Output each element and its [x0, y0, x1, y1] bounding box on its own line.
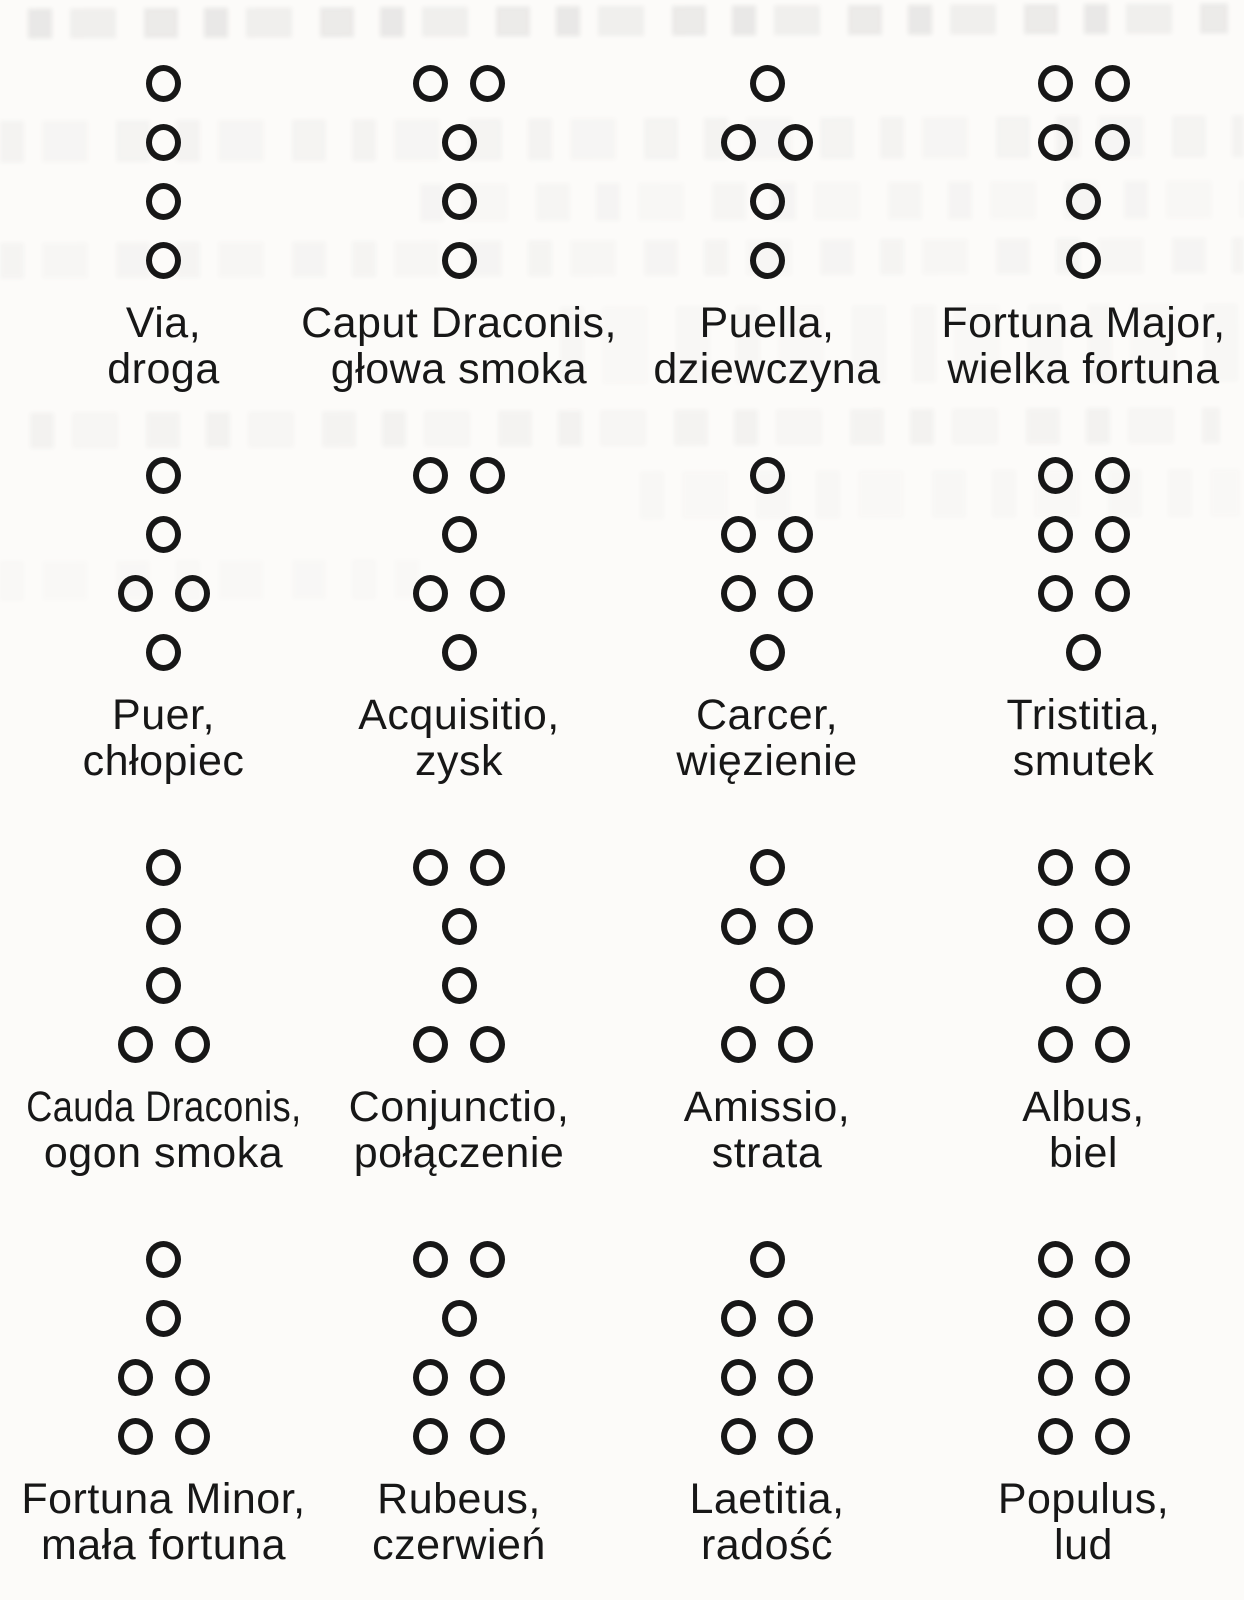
- circle-dot-icon: [146, 183, 181, 220]
- circle-dot-icon: [750, 183, 785, 220]
- dot-row: [442, 634, 477, 671]
- figure-caption: [1007, 692, 1161, 784]
- circle-dot-icon: [442, 183, 477, 220]
- figure-cell: [20, 849, 307, 1241]
- dot-row: [721, 1026, 813, 1063]
- dot-row: [750, 849, 785, 886]
- circle-dot-icon: [175, 1359, 210, 1396]
- dot-row: [721, 1418, 813, 1455]
- dot-row: [146, 242, 181, 279]
- circle-dot-icon: [750, 1241, 785, 1278]
- geomantic-figure: [721, 457, 813, 671]
- geomantic-figure: [413, 457, 505, 671]
- polish-name: więzienie: [676, 737, 858, 785]
- circle-dot-icon: [442, 242, 477, 279]
- dot-row: [442, 183, 477, 220]
- figure-caption: [676, 692, 857, 784]
- dot-row: [721, 1300, 813, 1337]
- circle-dot-icon: [146, 457, 181, 494]
- latin-name: Amissio,: [683, 1083, 851, 1131]
- dot-row: [1038, 457, 1130, 494]
- circle-dot-icon: [721, 908, 756, 945]
- circle-dot-icon: [750, 457, 785, 494]
- circle-dot-icon: [721, 1300, 756, 1337]
- figure-caption: [107, 300, 219, 392]
- circle-dot-icon: [778, 1300, 813, 1337]
- figure-cell: [923, 457, 1244, 849]
- dot-row: [721, 124, 813, 161]
- circle-dot-icon: [721, 575, 756, 612]
- latin-name: Acquisitio,: [358, 691, 560, 739]
- figure-cell: [923, 1241, 1244, 1600]
- dot-row: [721, 516, 813, 553]
- figure-cell: [923, 65, 1244, 457]
- dot-row: [118, 1026, 210, 1063]
- polish-name: smutek: [1012, 737, 1155, 785]
- dot-row: [1066, 634, 1101, 671]
- dot-row: [1066, 183, 1101, 220]
- circle-dot-icon: [146, 1300, 181, 1337]
- figure-caption: [358, 692, 559, 784]
- circle-dot-icon: [442, 967, 477, 1004]
- geomantic-figure: [413, 65, 505, 279]
- geomantic-figure: [721, 1241, 813, 1455]
- circle-dot-icon: [146, 634, 181, 671]
- geomantic-figure: [146, 65, 181, 279]
- circle-dot-icon: [778, 1359, 813, 1396]
- polish-name: mała fortuna: [40, 1521, 286, 1569]
- dot-row: [146, 457, 181, 494]
- figure-caption: [1022, 1084, 1145, 1176]
- figure-cell: [611, 1241, 923, 1600]
- circle-dot-icon: [1066, 242, 1101, 279]
- circle-dot-icon: [175, 575, 210, 612]
- dot-row: [442, 1300, 477, 1337]
- geomantic-figure: [118, 457, 210, 671]
- dot-row: [1038, 1418, 1130, 1455]
- latin-name: Puer,: [112, 691, 215, 739]
- circle-dot-icon: [750, 634, 785, 671]
- figure-cell: [301, 65, 617, 457]
- dot-row: [1038, 1026, 1130, 1063]
- circle-dot-icon: [470, 1241, 505, 1278]
- circle-dot-icon: [413, 1241, 448, 1278]
- circle-dot-icon: [1038, 124, 1073, 161]
- circle-dot-icon: [1095, 457, 1130, 494]
- circle-dot-icon: [470, 457, 505, 494]
- dot-row: [1038, 575, 1130, 612]
- circle-dot-icon: [442, 634, 477, 671]
- latin-name: Rubeus,: [377, 1475, 541, 1523]
- circle-dot-icon: [413, 1026, 448, 1063]
- dot-row: [146, 1241, 181, 1278]
- circle-dot-icon: [442, 1300, 477, 1337]
- circle-dot-icon: [1095, 849, 1130, 886]
- circle-dot-icon: [1066, 634, 1101, 671]
- circle-dot-icon: [1038, 1241, 1073, 1278]
- dot-row: [146, 849, 181, 886]
- dot-row: [413, 65, 505, 102]
- dot-row: [146, 908, 181, 945]
- circle-dot-icon: [146, 967, 181, 1004]
- dot-row: [146, 516, 181, 553]
- circle-dot-icon: [146, 65, 181, 102]
- circle-dot-icon: [778, 908, 813, 945]
- geomantic-figure: [1038, 457, 1130, 671]
- circle-dot-icon: [413, 1359, 448, 1396]
- geomantic-figure: [118, 1241, 210, 1455]
- circle-dot-icon: [413, 65, 448, 102]
- figure-caption: [941, 300, 1225, 392]
- circle-dot-icon: [721, 516, 756, 553]
- polish-name: czerwień: [372, 1521, 546, 1569]
- circle-dot-icon: [721, 124, 756, 161]
- figure-cell: [20, 65, 307, 457]
- circle-dot-icon: [146, 908, 181, 945]
- circle-dot-icon: [1095, 1418, 1130, 1455]
- circle-dot-icon: [413, 1418, 448, 1455]
- dot-row: [442, 908, 477, 945]
- dot-row: [750, 1241, 785, 1278]
- latin-name: Tristitia,: [1006, 691, 1161, 739]
- circle-dot-icon: [146, 242, 181, 279]
- dot-row: [1066, 967, 1101, 1004]
- dot-row: [118, 575, 210, 612]
- dot-row: [721, 1359, 813, 1396]
- geomantic-figure: [1038, 1241, 1130, 1455]
- dot-row: [750, 183, 785, 220]
- latin-name: Populus,: [997, 1475, 1170, 1523]
- figure-cell: [611, 457, 923, 849]
- dot-row: [413, 1359, 505, 1396]
- figure-caption: [998, 1476, 1169, 1568]
- figure-cell: [923, 849, 1244, 1241]
- circle-dot-icon: [118, 1418, 153, 1455]
- circle-dot-icon: [146, 516, 181, 553]
- polish-name: droga: [107, 345, 220, 393]
- dot-row: [1066, 242, 1101, 279]
- dot-row: [442, 242, 477, 279]
- figure-cell: [307, 849, 611, 1241]
- circle-dot-icon: [413, 457, 448, 494]
- circle-dot-icon: [118, 1026, 153, 1063]
- figure-caption: [349, 1084, 570, 1176]
- dot-row: [1038, 849, 1130, 886]
- circle-dot-icon: [721, 1026, 756, 1063]
- circle-dot-icon: [1038, 1359, 1073, 1396]
- dot-row: [413, 1418, 505, 1455]
- circle-dot-icon: [1038, 575, 1073, 612]
- circle-dot-icon: [778, 1418, 813, 1455]
- geomantic-figure: [413, 849, 505, 1063]
- dot-row: [1038, 1359, 1130, 1396]
- circle-dot-icon: [442, 516, 477, 553]
- figure-caption: [653, 300, 880, 392]
- circle-dot-icon: [470, 1418, 505, 1455]
- geomantic-figure: [721, 65, 813, 279]
- latin-name: Laetitia,: [689, 1475, 845, 1523]
- dot-row: [146, 124, 181, 161]
- circle-dot-icon: [175, 1026, 210, 1063]
- circle-dot-icon: [721, 1418, 756, 1455]
- figure-cell: [611, 65, 923, 457]
- geomantic-figure: [118, 849, 210, 1063]
- circle-dot-icon: [778, 516, 813, 553]
- dot-row: [750, 65, 785, 102]
- circle-dot-icon: [470, 1026, 505, 1063]
- latin-name: Via,: [125, 299, 202, 347]
- circle-dot-icon: [118, 575, 153, 612]
- circle-dot-icon: [778, 575, 813, 612]
- circle-dot-icon: [1095, 1300, 1130, 1337]
- circle-dot-icon: [1038, 1026, 1073, 1063]
- polish-name: radość: [700, 1521, 834, 1569]
- latin-name: Albus,: [1022, 1083, 1145, 1131]
- figure-cell: [611, 849, 923, 1241]
- polish-name: głowa smoka: [330, 345, 588, 393]
- circle-dot-icon: [118, 1359, 153, 1396]
- figure-caption: [21, 1476, 305, 1568]
- dot-row: [1038, 65, 1130, 102]
- circle-dot-icon: [750, 65, 785, 102]
- polish-name: biel: [1049, 1129, 1118, 1177]
- dot-row: [1038, 1300, 1130, 1337]
- circle-dot-icon: [146, 1241, 181, 1278]
- latin-name: Fortuna Minor,: [21, 1475, 306, 1523]
- polish-name: ogon smoka: [43, 1129, 284, 1177]
- latin-name: Cauda Draconis,: [25, 1083, 302, 1131]
- circle-dot-icon: [470, 1359, 505, 1396]
- latin-name: Carcer,: [695, 691, 839, 739]
- dot-row: [721, 908, 813, 945]
- dot-row: [442, 124, 477, 161]
- circle-dot-icon: [413, 849, 448, 886]
- circle-dot-icon: [470, 849, 505, 886]
- polish-name: dziewczyna: [653, 345, 881, 393]
- circle-dot-icon: [1095, 1241, 1130, 1278]
- circle-dot-icon: [750, 849, 785, 886]
- dot-row: [750, 457, 785, 494]
- latin-name: Conjunctio,: [348, 1083, 570, 1131]
- dot-row: [118, 1359, 210, 1396]
- circle-dot-icon: [442, 124, 477, 161]
- geomantic-figure: [413, 1241, 505, 1455]
- dot-row: [750, 242, 785, 279]
- circle-dot-icon: [1038, 516, 1073, 553]
- polish-name: zysk: [414, 737, 503, 785]
- dot-row: [1038, 908, 1130, 945]
- dot-row: [146, 183, 181, 220]
- figure-caption: [301, 300, 617, 392]
- figure-cell: [307, 457, 611, 849]
- circle-dot-icon: [1095, 1026, 1130, 1063]
- dot-row: [146, 1300, 181, 1337]
- circle-dot-icon: [1038, 1418, 1073, 1455]
- dot-row: [146, 967, 181, 1004]
- circle-dot-icon: [1066, 967, 1101, 1004]
- figure-caption: [684, 1084, 850, 1176]
- figure-cell: [20, 1241, 307, 1600]
- polish-name: strata: [711, 1129, 823, 1177]
- circle-dot-icon: [750, 967, 785, 1004]
- latin-name: Caput Draconis,: [301, 299, 617, 347]
- circle-dot-icon: [1095, 65, 1130, 102]
- polish-name: chłopiec: [82, 737, 245, 785]
- dot-row: [413, 1241, 505, 1278]
- dot-row: [118, 1418, 210, 1455]
- figure-caption: [0, 1084, 327, 1176]
- geomantic-figure: [1038, 849, 1130, 1063]
- circle-dot-icon: [1066, 183, 1101, 220]
- circle-dot-icon: [1095, 575, 1130, 612]
- circle-dot-icon: [1038, 908, 1073, 945]
- polish-name: połączenie: [353, 1129, 565, 1177]
- circle-dot-icon: [470, 575, 505, 612]
- circle-dot-icon: [1038, 1300, 1073, 1337]
- dot-row: [1038, 124, 1130, 161]
- dot-row: [721, 575, 813, 612]
- polish-name: lud: [1054, 1521, 1113, 1569]
- circle-dot-icon: [1095, 908, 1130, 945]
- dot-row: [1038, 516, 1130, 553]
- circle-dot-icon: [1095, 516, 1130, 553]
- dot-row: [413, 1026, 505, 1063]
- figure-cell: [307, 1241, 611, 1600]
- circle-dot-icon: [778, 1026, 813, 1063]
- dot-row: [1038, 1241, 1130, 1278]
- figure-caption: [83, 692, 245, 784]
- polish-name: wielka fortuna: [947, 345, 1220, 393]
- figure-caption: [689, 1476, 844, 1568]
- circle-dot-icon: [146, 124, 181, 161]
- dot-row: [146, 65, 181, 102]
- circle-dot-icon: [470, 65, 505, 102]
- latin-name: Fortuna Major,: [941, 299, 1226, 347]
- dot-row: [442, 516, 477, 553]
- dot-row: [442, 967, 477, 1004]
- latin-name: Puella,: [699, 299, 835, 347]
- figure-caption: [372, 1476, 546, 1568]
- circle-dot-icon: [721, 1359, 756, 1396]
- circle-dot-icon: [175, 1418, 210, 1455]
- circle-dot-icon: [1038, 65, 1073, 102]
- dot-row: [413, 849, 505, 886]
- circle-dot-icon: [1038, 457, 1073, 494]
- dot-row: [413, 575, 505, 612]
- circle-dot-icon: [750, 242, 785, 279]
- circle-dot-icon: [413, 575, 448, 612]
- circle-dot-icon: [146, 849, 181, 886]
- dot-row: [413, 457, 505, 494]
- dot-row: [146, 634, 181, 671]
- dot-row: [750, 634, 785, 671]
- geomantic-figure: [721, 849, 813, 1063]
- dot-row: [750, 967, 785, 1004]
- circle-dot-icon: [1095, 1359, 1130, 1396]
- geomantic-figure: [1038, 65, 1130, 279]
- figure-cell: [20, 457, 307, 849]
- circle-dot-icon: [778, 124, 813, 161]
- circle-dot-icon: [1095, 124, 1130, 161]
- circle-dot-icon: [442, 908, 477, 945]
- circle-dot-icon: [1038, 849, 1073, 886]
